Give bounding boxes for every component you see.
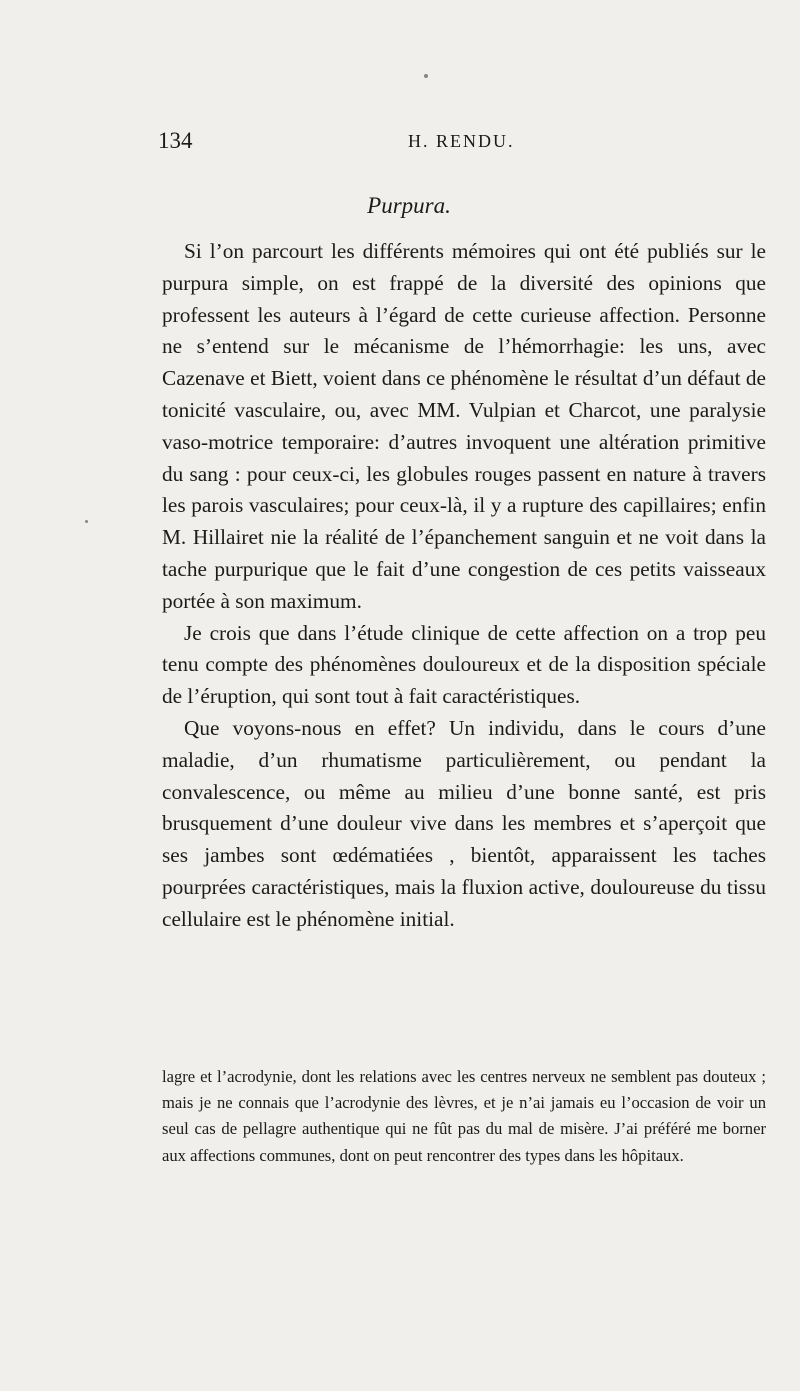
paper-speck [85,520,88,523]
paragraph: Je crois que dans l’étude clinique de cette affection on a trop peu tenu compte des phénomènes douloureux et de la disposition spéciale de l’éruption, qui sont tout à fait caractéristiques. [162,620,766,709]
running-head: H. RENDU. [408,131,515,151]
paragraph: Si l’on parcourt les différents mémoires qui ont été publiés sur le purpura simple, on est frappé de la diversité des opinions que professent les auteurs à l’égard de cette curieuse affection. Personne ne s’entend sur le mécanisme de l’hémorrhagie: les uns, avec Cazenave et Biett, voient dans ce phénomène le résultat d’un défaut de tonicité vasculaire, ou, avec MM. Vulpian et Charcot, une paralysie vaso-motrice temporaire: d’autres invoquent une altération primitive du sang : pour ceux-ci, les globules rouges passent en nature à travers les parois vasculaires; pour ceux-là, il y a rupture des capillaires; enfin M. Hillairet nie la réalité de l’épanchement sanguin et ne voit dans la tache purpurique que le fait d’une congestion de ces petits vaisseaux portée à son maximum. [162,239,766,613]
section-title: Purpura. [367,193,451,218]
page-number: 134 [158,128,193,153]
footnote-text: lagre et l’acrodynie, dont les relations avec les centres nerveux ne semblent pas douteux ; mais je ne connais que l’acrodynie des lèvres, et je n’ai jamais eu l’occasion de voir un seul cas de pellagre authentique qui ne fût pas du mal de misère. J’ai préféré me borner aux affections communes, dont on peut rencontrer des types dans les hôpitaux. [162,1067,766,1165]
paragraph: Que voyons-nous en effet? Un individu, dans le cours d’une maladie, d’un rhumatisme particulièrement, ou pendant la convalescence, ou même au milieu d’une bonne santé, est pris brusquement d’une douleur vive dans les membres et s’aperçoit que ses jambes sont œdématiées , bientôt, apparaissent les taches pourprées caractéristiques, mais la fluxion active, douloureuse du tissu cellulaire est le phénomène initial. [162,715,766,931]
footnote [162,1064,766,1169]
page-header [158,128,758,160]
body-text [162,236,766,936]
paper-speck [424,74,428,78]
